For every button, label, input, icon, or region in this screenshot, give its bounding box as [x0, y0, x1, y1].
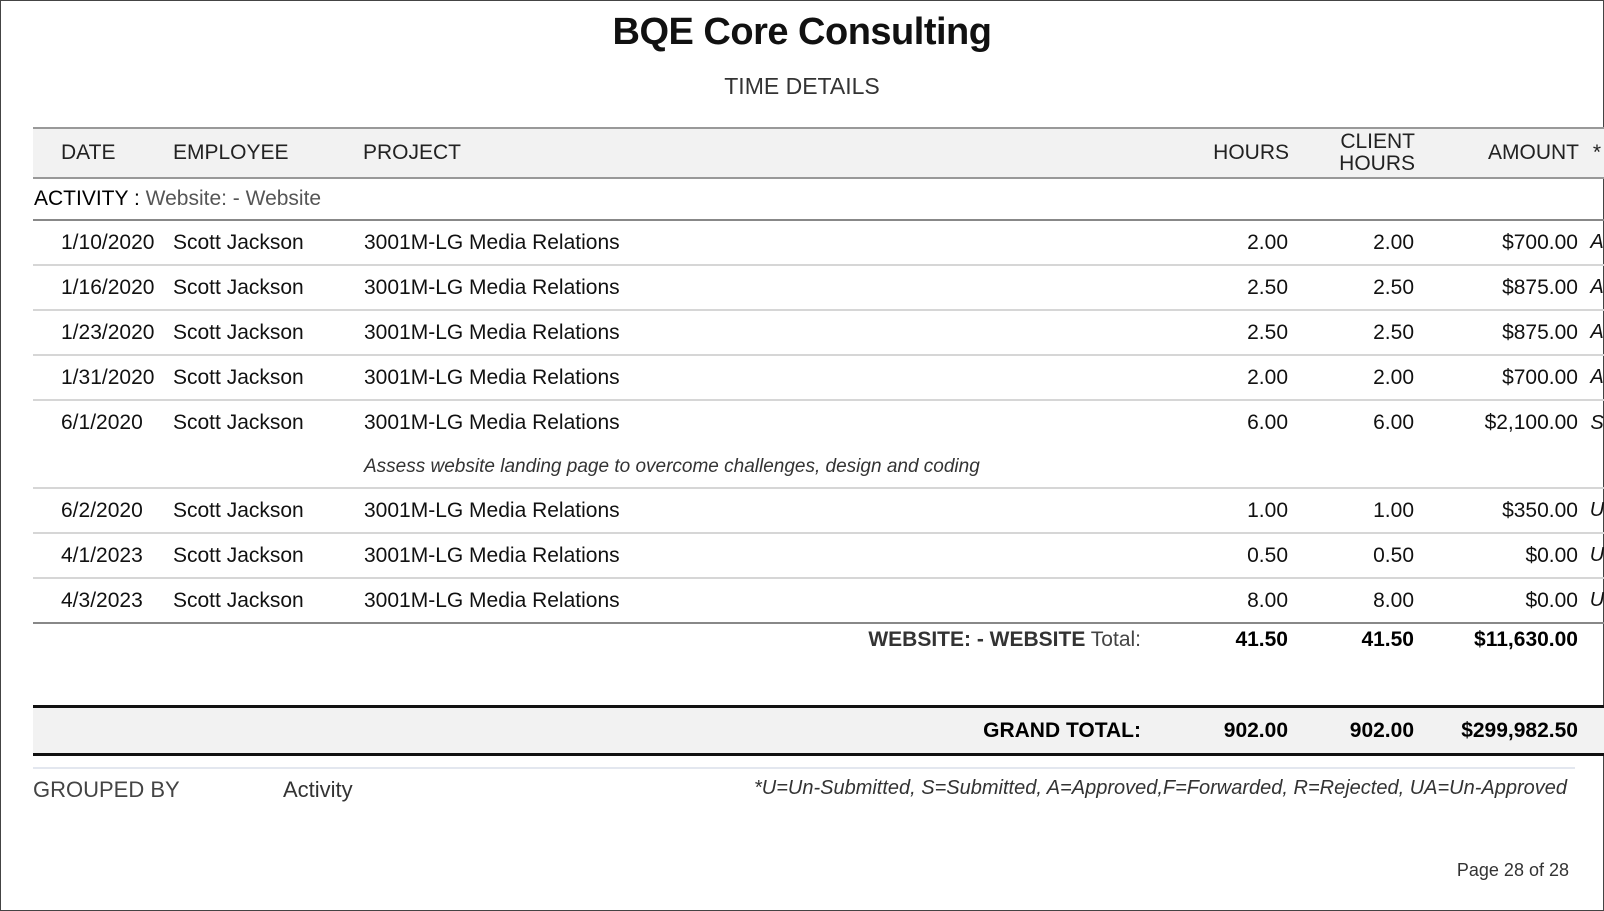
- row-hours: 1.00: [1171, 488, 1289, 533]
- row-date: 4/1/2023: [33, 533, 173, 578]
- row-hours: 8.00: [1247, 588, 1288, 612]
- page-number: Page 28 of 28: [1456, 860, 1569, 880]
- status-legend: *U=Un-Submitted, S=Submitted, A=Approved,F=Forwarded, R=Rejected, UA=Un-Approved: [753, 777, 1567, 799]
- row-employee: Scott Jackson: [173, 265, 363, 310]
- row-hours: 2.00: [1171, 355, 1289, 400]
- row-client-hours: 1.00: [1289, 488, 1415, 533]
- row-hours: 0.50: [1171, 533, 1289, 578]
- grand-total-amount: $299,982.50: [1415, 707, 1579, 755]
- col-date: DATE: [33, 128, 173, 178]
- row-project: 3001M-LG Media Relations: [364, 588, 620, 612]
- row-project: 3001M-LG Media Relations: [363, 533, 1171, 578]
- row-client-hours: 2.00: [1289, 355, 1415, 400]
- subtotal-label-suffix: Total:: [1085, 628, 1141, 651]
- col-employee: EMPLOYEE: [173, 128, 363, 178]
- row-status: A: [1579, 355, 1604, 400]
- row-date: 1/10/2020: [33, 220, 173, 265]
- table-row: [33, 533, 1604, 578]
- grand-total-client-hours: 902.00: [1289, 707, 1415, 755]
- activity-label: ACTIVITY :: [34, 187, 140, 210]
- col-project: PROJECT: [363, 128, 1171, 178]
- table-row: [33, 265, 1604, 310]
- grand-total-row: [33, 707, 1604, 755]
- subtotal-label-group: WEBSITE: - WEBSITE: [868, 628, 1086, 651]
- row-status: U: [1589, 589, 1604, 611]
- row-employee: Scott Jackson: [173, 355, 363, 400]
- activity-group-header: [33, 178, 1604, 220]
- row-project: 3001M-LG Media Relations: [363, 488, 1171, 533]
- row-employee: Scott Jackson: [173, 533, 363, 578]
- grand-total-hours: 902.00: [1171, 707, 1289, 755]
- row-hours: 2.50: [1171, 265, 1289, 310]
- table-row: [33, 355, 1604, 400]
- row-status: U: [1579, 488, 1604, 533]
- activity-value: Website: - Website: [145, 187, 322, 210]
- row-project: 3001M-LG Media Relations: [363, 220, 1171, 265]
- row-client-hours: 0.50: [1289, 533, 1415, 578]
- row-client-hours: 6.00: [1373, 411, 1414, 434]
- row-amount: $350.00: [1415, 488, 1579, 533]
- row-amount: $0.00: [1415, 533, 1579, 578]
- row-status: U: [1579, 533, 1604, 578]
- grouped-by-label: GROUPED BY: [33, 777, 180, 802]
- row-status: A: [1579, 220, 1604, 265]
- row-status: A: [1579, 265, 1604, 310]
- company-name: BQE Core Consulting: [612, 11, 992, 53]
- row-date: 1/23/2020: [33, 310, 173, 355]
- subtotal-client-hours: 41.50: [1289, 623, 1415, 657]
- grouped-by-value: Activity: [283, 777, 353, 802]
- report-title: TIME DETAILS: [724, 73, 880, 99]
- row-status: A: [1579, 310, 1604, 355]
- row-date: 6/2/2020: [33, 488, 173, 533]
- row-project: 3001M-LG Media Relations: [363, 355, 1171, 400]
- row-date: 6/1/2020: [61, 411, 143, 434]
- row-employee: Scott Jackson: [173, 220, 363, 265]
- row-hours: 6.00: [1247, 411, 1288, 434]
- row-employee: Scott Jackson: [173, 310, 363, 355]
- col-amount: AMOUNT: [1415, 128, 1579, 178]
- activity-subtotal-row: [33, 623, 1604, 657]
- row-project: 3001M-LG Media Relations: [364, 411, 620, 434]
- row-date: 1/16/2020: [33, 265, 173, 310]
- subtotal-label: [868, 628, 1141, 651]
- col-client-hours-line2: HOURS: [1339, 152, 1415, 175]
- row-hours: 2.50: [1171, 310, 1289, 355]
- grouped-by-footer: [33, 767, 1575, 811]
- time-details-table: [33, 127, 1604, 756]
- col-hours: HOURS: [1171, 128, 1289, 178]
- row-amount: $875.00: [1415, 265, 1579, 310]
- row-client-hours: 2.00: [1289, 220, 1415, 265]
- row-amount: $700.00: [1415, 355, 1579, 400]
- col-client-hours-line1: CLIENT: [1340, 130, 1415, 153]
- row-hours: 2.00: [1171, 220, 1289, 265]
- table-row: [33, 488, 1604, 533]
- row-project: 3001M-LG Media Relations: [363, 265, 1171, 310]
- subtotal-hours: 41.50: [1171, 623, 1289, 657]
- row-employee: Scott Jackson: [173, 411, 304, 434]
- subtotal-amount: $11,630.00: [1415, 623, 1579, 657]
- row-amount: $700.00: [1415, 220, 1579, 265]
- row-note: [33, 445, 1604, 488]
- table-row: [33, 578, 1604, 623]
- row-date: 1/31/2020: [33, 355, 173, 400]
- col-client-hours: [1289, 128, 1415, 178]
- row-amount: $0.00: [1525, 588, 1578, 612]
- row-client-hours: 2.50: [1289, 265, 1415, 310]
- row-status: S: [1590, 411, 1604, 434]
- row-employee: Scott Jackson: [173, 488, 363, 533]
- table-row: [33, 310, 1604, 355]
- row-amount: $875.00: [1415, 310, 1579, 355]
- col-status: *: [1579, 128, 1604, 178]
- row-project: 3001M-LG Media Relations: [363, 310, 1171, 355]
- table-row: [33, 220, 1604, 265]
- row-client-hours: 8.00: [1373, 588, 1414, 612]
- grand-total-label: GRAND TOTAL:: [33, 707, 1171, 755]
- row-note-text: Assess website landing page to overcome challenges, design and coding: [364, 456, 980, 477]
- row-client-hours: 2.50: [1289, 310, 1415, 355]
- row-date: 4/3/2023: [61, 588, 143, 612]
- table-row: [33, 400, 1604, 445]
- table-header: [33, 128, 1604, 178]
- row-amount: $2,100.00: [1484, 411, 1578, 434]
- row-employee: Scott Jackson: [173, 588, 304, 612]
